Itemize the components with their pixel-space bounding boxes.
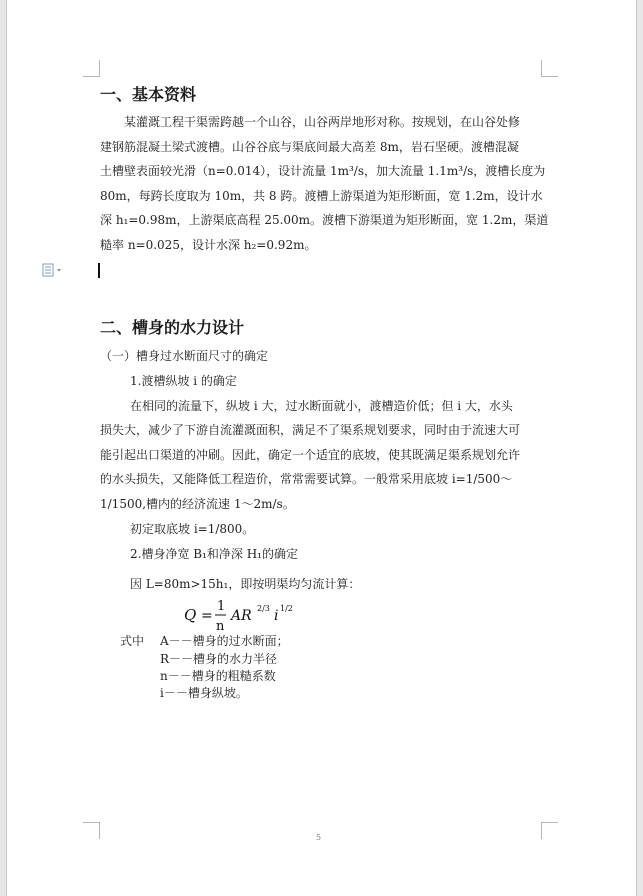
paragraph-line: 深 h₁=0.98m，上游渠底高程 25.00m。渡槽下游渠道为矩形断面，宽 1.2m，渠道 — [100, 213, 549, 227]
where-label: 式中 — [120, 634, 145, 648]
margin-corner-bottom-left — [83, 822, 100, 839]
paragraph-line: 的水头损失，又能降低工程造价，常常需要试算。一般常采用底坡 i=1/500～ — [100, 472, 513, 486]
definition-line: n－－槽身的粗糙系数 — [160, 669, 276, 683]
calculation-basis-text: 因 L=80m>15h₁，即按明渠均匀流计算： — [130, 577, 361, 591]
definition-line: i－－槽身纵坡。 — [160, 686, 248, 700]
paragraph-line: 某灌溉工程干渠需跨越一个山谷，山谷两岸地形对称。按规划，在山谷处修 — [124, 115, 521, 129]
section-heading-hydraulic-design: 二、槽身的水力设计 — [100, 318, 245, 337]
page-number: 5 — [316, 833, 322, 842]
paragraph-line: 1/1500,槽内的经济流速 1～2m/s。 — [100, 497, 295, 511]
page-left-edge — [0, 0, 7, 896]
definition-line: R－－槽身的水力半径 — [160, 652, 278, 666]
paragraph-line: 80m，每跨长度取为 10m，共 8 跨。渡槽上游渠道为矩形断面，宽 1.2m，设计水 — [100, 189, 543, 203]
formula-exponent-i: 1/2 — [280, 604, 293, 613]
item-heading-width-depth: 2.槽身净宽 B₁和净深 H₁的确定 — [130, 547, 298, 561]
text-cursor — [98, 263, 100, 278]
formula-slope: i — [274, 608, 279, 624]
paragraph-line: 土槽壁表面较光滑（n=0.014），设计流量 1m³/s，加大流量 1.1m³/s，渡槽长度为 — [100, 164, 546, 178]
item-heading-slope: 1.渡槽纵坡 i 的确定 — [130, 374, 237, 388]
paragraph-line: 糙率 n=0.025，设计水深 h₂=0.92m。 — [100, 238, 317, 252]
formula-body: AR — [231, 608, 252, 624]
paragraph-line: 损失大，减少了下游自流灌溉面积，满足不了渠系规划要求，同时由于流速大可 — [100, 423, 521, 437]
formula-numerator: 1 — [217, 599, 226, 614]
paragraph-options-icon[interactable] — [42, 263, 64, 277]
subsection-heading: （一）槽身过水断面尺寸的确定 — [100, 349, 269, 363]
margin-corner-top-right — [541, 60, 558, 77]
manning-formula — [184, 596, 314, 634]
formula-denominator: n — [216, 619, 225, 634]
initial-slope-text: 初定取底坡 i=1/800。 — [130, 522, 255, 536]
margin-corner-top-left — [83, 60, 100, 77]
formula-lhs: Q — [184, 606, 197, 624]
paragraph-line: 在相同的流量下，纵坡 i 大，过水断面就小，渡槽造价低；但 i 大，水头 — [130, 399, 513, 413]
margin-corner-bottom-right — [541, 822, 558, 839]
page-right-edge — [636, 0, 643, 896]
formula-equals: = — [201, 608, 213, 624]
paragraph-line: 能引起出口渠道的冲刷。因此，确定一个适宜的底坡，使其既满足渠系规划允许 — [100, 448, 521, 462]
paragraph-line: 建钢筋混凝土梁式渡槽。山谷谷底与渠底间最大高差 8m，岩石坚硬。渡槽混凝 — [100, 140, 519, 154]
formula-exponent-r: 2/3 — [257, 604, 270, 613]
section-heading-basic-info: 一、基本资料 — [100, 85, 197, 104]
definition-line: A－－槽身的过水断面； — [160, 634, 289, 648]
